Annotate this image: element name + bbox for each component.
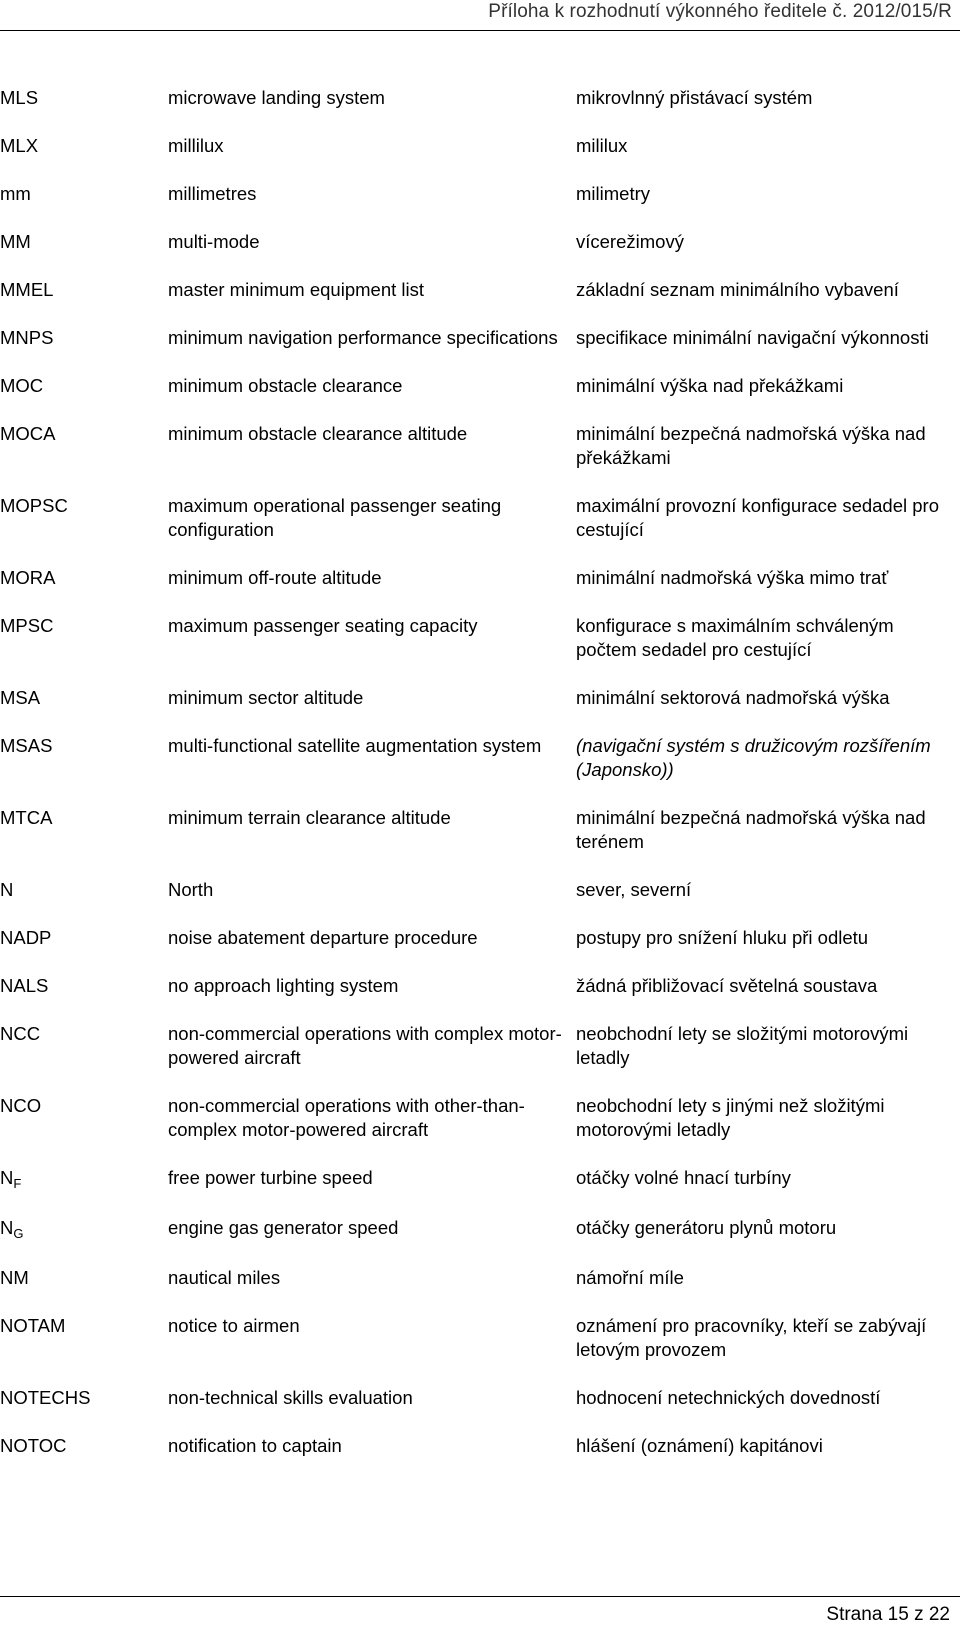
english-term-cell: minimum sector altitude bbox=[168, 687, 364, 708]
table-row bbox=[0, 806, 960, 854]
table-row bbox=[0, 1166, 960, 1192]
czech-term-cell: (navigační systém s družicovým rozšířením (Japonsko)) bbox=[576, 735, 931, 780]
table-row bbox=[0, 1434, 960, 1458]
page-number: Strana 15 z 22 bbox=[826, 1604, 950, 1625]
czech-term-cell: námořní míle bbox=[576, 1267, 684, 1288]
czech-term-cell: oznámení pro pracovníky, kteří se zabývají letovým provozem bbox=[576, 1315, 927, 1360]
english-term-cell: microwave landing system bbox=[168, 87, 385, 108]
abbreviation-cell: NCC bbox=[0, 1023, 41, 1044]
czech-term-cell: milimetry bbox=[576, 183, 650, 204]
abbreviation-cell: mm bbox=[0, 183, 31, 204]
abbreviation-cell: NCO bbox=[0, 1095, 42, 1116]
czech-term-cell: žádná přibližovací světelná soustava bbox=[576, 975, 878, 996]
czech-term-cell: otáčky volné hnací turbíny bbox=[576, 1167, 791, 1188]
english-term-cell: millilux bbox=[168, 135, 224, 156]
table-row bbox=[0, 182, 960, 206]
table-row bbox=[0, 566, 960, 590]
czech-term-cell: hodnocení netechnických dovedností bbox=[576, 1387, 881, 1408]
table-row bbox=[0, 278, 960, 302]
abbreviation-main: N bbox=[0, 1167, 14, 1188]
table-row bbox=[0, 1314, 960, 1362]
english-term-cell: minimum navigation performance specifications bbox=[168, 327, 558, 348]
table-row bbox=[0, 734, 960, 782]
czech-term-cell: mililux bbox=[576, 135, 628, 156]
abbreviation-cell: NALS bbox=[0, 975, 49, 996]
english-term-cell: millimetres bbox=[168, 183, 257, 204]
footer-rule bbox=[0, 1596, 960, 1597]
english-term-cell: minimum obstacle clearance bbox=[168, 375, 403, 396]
abbreviation-cell bbox=[0, 1216, 168, 1242]
table-row bbox=[0, 614, 960, 662]
czech-term-cell: neobchodní lety se složitými motorovými letadly bbox=[576, 1023, 909, 1068]
czech-term-cell: vícerežimový bbox=[576, 231, 684, 252]
table-row bbox=[0, 974, 960, 998]
english-term-cell: free power turbine speed bbox=[168, 1167, 373, 1188]
english-term-cell: notification to captain bbox=[168, 1435, 342, 1456]
abbreviation-cell: MM bbox=[0, 231, 31, 252]
table-row bbox=[0, 1386, 960, 1410]
table-row bbox=[0, 494, 960, 542]
czech-term-cell: sever, severní bbox=[576, 879, 692, 900]
abbreviation-subscript: G bbox=[13, 1226, 24, 1241]
abbreviation-subscript: F bbox=[13, 1176, 22, 1191]
abbreviation-cell bbox=[0, 1166, 168, 1192]
english-term-cell: maximum passenger seating capacity bbox=[168, 615, 478, 636]
abbreviation-cell: MSA bbox=[0, 687, 41, 708]
table-row bbox=[0, 86, 960, 110]
abbreviation-cell: MSAS bbox=[0, 735, 53, 756]
czech-term-cell: neobchodní lety s jinými než složitými motorovými letadly bbox=[576, 1095, 885, 1140]
abbreviation-cell: MOC bbox=[0, 375, 44, 396]
czech-term-cell: specifikace minimální navigační výkonnosti bbox=[576, 327, 929, 348]
czech-term-cell: minimální nadmořská výška mimo trať bbox=[576, 567, 889, 588]
table-row bbox=[0, 686, 960, 710]
abbreviation-cell: NOTECHS bbox=[0, 1387, 91, 1408]
table-row bbox=[0, 1216, 960, 1242]
czech-term-cell: minimální výška nad překážkami bbox=[576, 375, 844, 396]
abbreviation-cell: MLS bbox=[0, 87, 39, 108]
czech-term-cell: postupy pro snížení hluku při odletu bbox=[576, 927, 869, 948]
table-row bbox=[0, 326, 960, 350]
english-term-cell: non-commercial operations with complex motor-powered aircraft bbox=[168, 1023, 562, 1068]
abbreviation-cell: MOCA bbox=[0, 423, 56, 444]
table-row bbox=[0, 1022, 960, 1070]
english-term-cell: no approach lighting system bbox=[168, 975, 399, 996]
abbreviation-cell: N bbox=[0, 879, 14, 900]
abbreviation-cell: MNPS bbox=[0, 327, 54, 348]
table-row bbox=[0, 878, 960, 902]
table-row bbox=[0, 1266, 960, 1290]
document-header: Příloha k rozhodnutí výkonného ředitele č. 2012/015/R bbox=[488, 1, 952, 22]
english-term-cell: notice to airmen bbox=[168, 1315, 300, 1336]
abbreviation-table bbox=[0, 86, 960, 1482]
abbreviation-main: N bbox=[0, 1217, 14, 1238]
czech-term-cell: konfigurace s maximálním schváleným počtem sedadel pro cestující bbox=[576, 615, 894, 660]
czech-term-cell: maximální provozní konfigurace sedadel pro cestující bbox=[576, 495, 939, 540]
abbreviation-cell: NOTAM bbox=[0, 1315, 66, 1336]
english-term-cell: maximum operational passenger seating configuration bbox=[168, 495, 502, 540]
abbreviation-cell: MLX bbox=[0, 135, 39, 156]
czech-term-cell: základní seznam minimálního vybavení bbox=[576, 279, 899, 300]
english-term-cell: minimum obstacle clearance altitude bbox=[168, 423, 468, 444]
table-row bbox=[0, 230, 960, 254]
english-term-cell: minimum off-route altitude bbox=[168, 567, 382, 588]
english-term-cell: multi-functional satellite augmentation system bbox=[168, 735, 542, 756]
czech-term-cell: minimální bezpečná nadmořská výška nad překážkami bbox=[576, 423, 926, 468]
czech-term-cell: mikrovlnný přistávací systém bbox=[576, 87, 813, 108]
english-term-cell: non-technical skills evaluation bbox=[168, 1387, 413, 1408]
czech-term-cell: hlášení (oznámení) kapitánovi bbox=[576, 1435, 823, 1456]
abbreviation-cell: MORA bbox=[0, 567, 56, 588]
abbreviation-cell: NM bbox=[0, 1267, 29, 1288]
table-row bbox=[0, 134, 960, 158]
english-term-cell: North bbox=[168, 879, 214, 900]
table-row bbox=[0, 1094, 960, 1142]
abbreviation-cell: NOTOC bbox=[0, 1435, 67, 1456]
abbreviation-cell: NADP bbox=[0, 927, 52, 948]
table-row bbox=[0, 422, 960, 470]
abbreviation-cell: MTCA bbox=[0, 807, 53, 828]
abbreviation-cell: MPSC bbox=[0, 615, 54, 636]
table-row bbox=[0, 374, 960, 398]
abbreviation-cell: MMEL bbox=[0, 279, 54, 300]
english-term-cell: engine gas generator speed bbox=[168, 1217, 399, 1238]
english-term-cell: non-commercial operations with other-than-complex motor-powered aircraft bbox=[168, 1095, 525, 1140]
table-row bbox=[0, 926, 960, 950]
english-term-cell: multi-mode bbox=[168, 231, 260, 252]
english-term-cell: noise abatement departure procedure bbox=[168, 927, 478, 948]
czech-term-cell: minimální bezpečná nadmořská výška nad terénem bbox=[576, 807, 926, 852]
english-term-cell: master minimum equipment list bbox=[168, 279, 424, 300]
header-rule bbox=[0, 30, 960, 31]
czech-term-cell: minimální sektorová nadmořská výška bbox=[576, 687, 890, 708]
abbreviation-cell: MOPSC bbox=[0, 495, 68, 516]
czech-term-cell: otáčky generátoru plynů motoru bbox=[576, 1217, 837, 1238]
english-term-cell: minimum terrain clearance altitude bbox=[168, 807, 451, 828]
english-term-cell: nautical miles bbox=[168, 1267, 281, 1288]
